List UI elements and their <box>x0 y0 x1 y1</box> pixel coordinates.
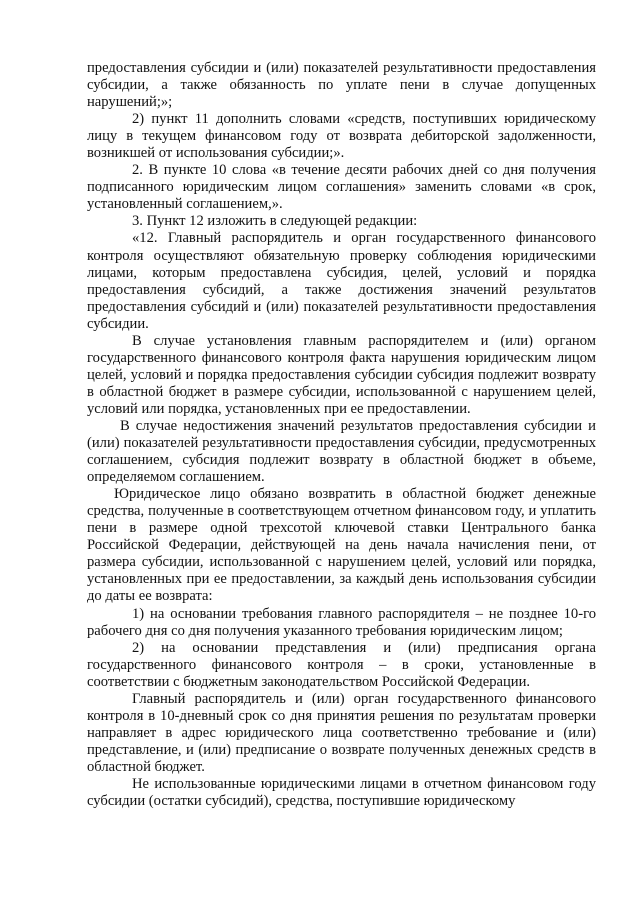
paragraph-obligation-penalty: Юридическое лицо обязано возвратить в областной бюджет денежные средства, полученные в соответствующем отчетном финансовом году, и уплатить пени в размере одной трехсотой ключевой ставки Центрального банка Российской Федерации, действующей на день начала начисления пени, от размера субсидии, использованной с нарушением целей, условий или порядка, установленных при ее предоставлении, за каждый день использования субсидии до даты ее возврата: <box>87 486 596 605</box>
document-body <box>87 60 596 810</box>
paragraph-item-2-point-11: 2) пункт 11 дополнить словами «средств, поступивших юридическому лицу в текущем финансовом году от возврата дебиторской задолженности, возникшей от использования субсидии;». <box>87 111 596 162</box>
paragraph-violation-return: В случае установления главным распорядителем и (или) органом государственного финансового контроля факта нарушения юридическим лицом целей, условий и порядка предоставления субсидии субсидия подлежит возврату в областной бюджет в размере субсидии, использованной с нарушением целей, условий или порядка, установленных при ее предоставлении. <box>87 332 596 417</box>
paragraph-point-10-amendment: 2. В пункте 10 слова «в течение десяти рабочих дней со дня получения подписанного юридическим лицом соглашения» заменить словами «в срок, установленный соглашением,». <box>87 162 596 213</box>
paragraph-non-achievement: В случае недостижения значений результатов предоставления субсидии и (или) показателей результативности предоставления субсидии, предусмотренных соглашением, субсидия подлежит возврату в областной бюджет в объеме, определяемом соглашением. <box>87 417 596 486</box>
paragraph-item-2-representation: 2) на основании представления и (или) предписания органа государственного финансового контроля – в сроки, установленные в соответствии с бюджетным законодательством Российской Федерации. <box>87 639 596 690</box>
paragraph-ten-day-term: Главный распорядитель и (или) орган государственного финансового контроля в 10-дневный срок со дня принятия решения по результатам проверки направляет в адрес юридического лица соответственно требование и (или) представление, и (или) предписание о возврате полученных денежных средств в областной бюджет. <box>87 690 596 775</box>
paragraph-point-12-text: «12. Главный распорядитель и орган государственного финансового контроля осуществляют обязательную проверку соблюдения юридическими лицами, которым предоставлена субсидия, целей, условий и порядка предоставления субсидий, а также достижения значений результатов предоставления субсидий и (или) показателей результативности предоставления субсидии. <box>87 230 596 332</box>
paragraph-continuation: предоставления субсидии и (или) показателей результативности предоставления субсидии, а также обязанность по уплате пени в случае допущенных нарушений;»; <box>87 60 596 111</box>
paragraph-point-12-intro: 3. Пункт 12 изложить в следующей редакции: <box>132 213 418 230</box>
paragraph-unused-subsidies: Не использованные юридическими лицами в отчетном финансовом году субсидии (остатки субсидий), средства, поступившие юридическому <box>87 775 596 810</box>
paragraph-item-1-requirement: 1) на основании требования главного распорядителя – не позднее 10-го рабочего дня со дня получения указанного требования юридическим лицом; <box>87 605 596 639</box>
